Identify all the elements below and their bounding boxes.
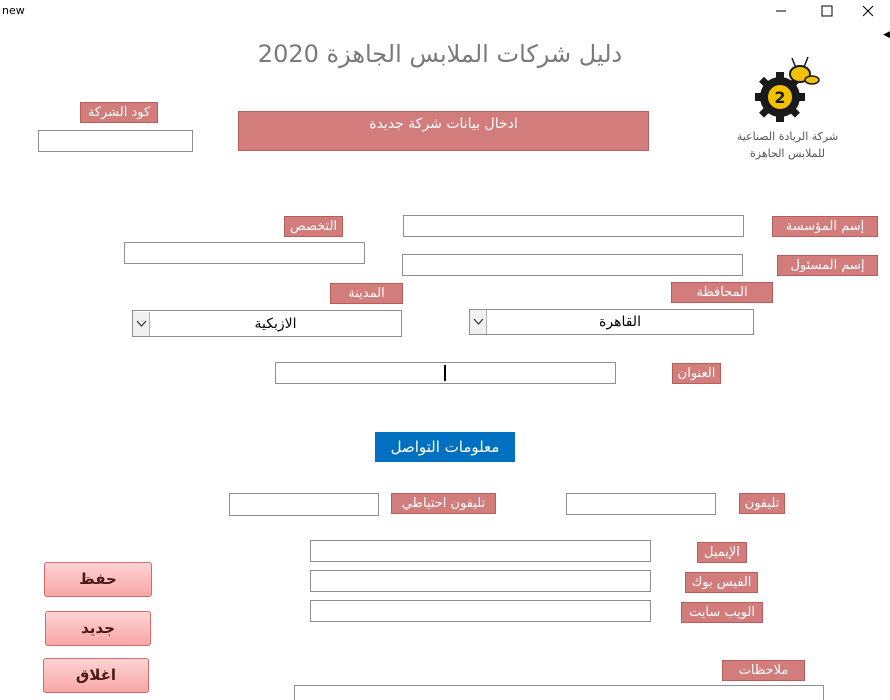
phone-label: تليفون [739, 493, 785, 514]
governorate-value: القاهرة [599, 314, 641, 330]
company-logo [752, 52, 822, 127]
minimize-button[interactable] [758, 0, 804, 22]
close-window-button[interactable] [846, 0, 889, 22]
company-code-input[interactable] [38, 130, 193, 152]
responsible-name-input[interactable] [402, 254, 743, 276]
chevron-down-icon[interactable] [133, 312, 150, 336]
maximize-icon [821, 5, 833, 17]
text-cursor [444, 365, 446, 381]
company-code-label: كود الشركة [80, 102, 158, 123]
new-button[interactable]: جديد [45, 611, 151, 646]
scroll-left-icon[interactable]: ◀ [883, 30, 890, 40]
facebook-label: الفيس بوك [685, 572, 758, 593]
email-label: الإيميل [697, 542, 747, 563]
email-input[interactable] [310, 540, 651, 562]
institution-name-input[interactable] [403, 215, 744, 237]
backup-phone-label: تليفون احتياطي [391, 493, 496, 514]
page-title: دليل شركات الملابس الجاهزة 2020 [257, 40, 623, 68]
website-label: الويب سايت [681, 602, 763, 623]
company-name-line2: للملابس الجاهزة [750, 147, 825, 160]
city-value: الازبكية [254, 315, 297, 332]
governorate-select[interactable] [469, 309, 754, 335]
contact-info-header: معلومات التواصل [375, 432, 515, 462]
responsible-name-label: إسم المسئول [777, 255, 878, 276]
company-name-line1: شركة الريادة الصناعية [736, 130, 839, 143]
notes-label: ملاحظات [722, 660, 805, 681]
minimize-icon [775, 5, 787, 17]
close-button[interactable]: اغلاق [43, 658, 149, 693]
new-company-header: ادخال بيانات شركة جديدة [238, 111, 649, 151]
close-icon [862, 5, 874, 17]
city-label: المدينة [330, 283, 403, 304]
bee-gear-icon [752, 52, 822, 127]
institution-name-label: إسم المؤسسة [772, 216, 878, 237]
maximize-button[interactable] [804, 0, 850, 22]
save-button[interactable]: حفظ [44, 562, 152, 597]
website-input[interactable] [310, 600, 651, 622]
notes-textarea[interactable] [294, 685, 824, 700]
svg-text:2: 2 [774, 88, 786, 107]
chevron-down-icon[interactable] [470, 310, 487, 334]
governorate-label: المحافظة [671, 282, 773, 303]
address-input[interactable] [275, 362, 616, 384]
address-label: العنوان [672, 363, 721, 384]
city-select[interactable] [132, 310, 402, 337]
facebook-input[interactable] [310, 570, 651, 592]
specialty-label: التخصص [284, 216, 343, 237]
phone-input[interactable] [566, 493, 716, 515]
backup-phone-input[interactable] [229, 493, 379, 516]
specialty-input[interactable] [124, 242, 365, 264]
window-title: new [2, 4, 25, 17]
